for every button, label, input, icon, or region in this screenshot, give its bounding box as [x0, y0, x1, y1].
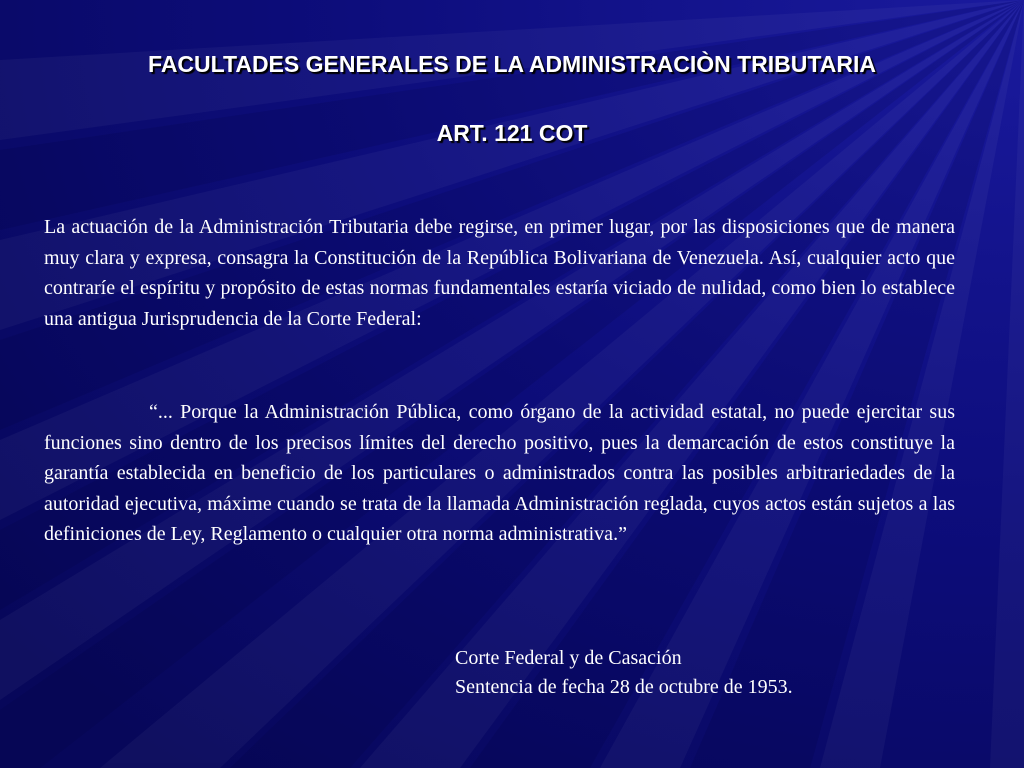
slide-subtitle: ART. 121 COT [436, 120, 588, 146]
citation-court: Corte Federal y de Casación [455, 647, 682, 669]
citation [455, 644, 793, 702]
slide-title: FACULTADES GENERALES DE LA ADMINISTRACIÒN TRIBUTARIA [148, 51, 876, 77]
citation-date: Sentencia de fecha 28 de octubre de 1953. [455, 676, 793, 698]
jurisprudence-quote: “... Porque la Administración Pública, como órgano de la actividad estatal, no puede ejercitar sus funciones sino dentro de los precisos límites del derecho positivo, pues la demarcación de estos constituye la garantía establecida en beneficio de los particulares o administrados contra las posibles arbitrariedades de la autoridad ejecutiva, máxime cuando se trata de la llamada Administración reglada, cuyos actos están sujetos a las definiciones de Ley, Reglamento o cualquier otra norma administrativa.” [44, 401, 955, 546]
intro-paragraph: La actuación de la Administración Tributaria debe regirse, en primer lugar, por las disposiciones que de manera muy clara y expresa, consagra la Constitución de la República Bolivariana de Venezuela. Así, cualquier acto que contraríe el espíritu y propósito de estas normas fundamentales estaría viciado de nulidad, como bien lo establece una antigua Jurisprudencia de la Corte Federal: [44, 216, 955, 330]
